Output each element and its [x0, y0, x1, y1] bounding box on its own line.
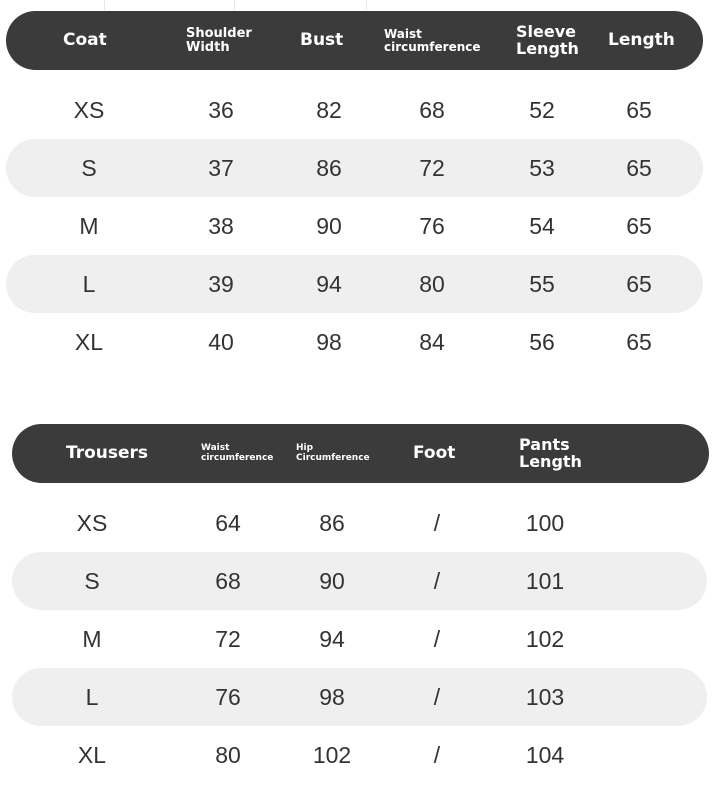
- sleeve-cell: 56: [529, 328, 555, 355]
- top-divider: [0, 0, 719, 10]
- waist-cell: 64: [215, 509, 241, 536]
- header-text: Waist circumference: [384, 26, 481, 54]
- sleeve-cell: 55: [529, 270, 555, 297]
- hip-cell: 86: [319, 509, 345, 536]
- bust-cell: 86: [316, 154, 342, 181]
- foot-cell: /: [433, 509, 441, 536]
- top-divider-tick: [234, 0, 235, 10]
- sleeve-cell: 52: [529, 96, 555, 123]
- foot-cell: /: [433, 625, 441, 652]
- header-text: Waist circumference: [201, 443, 274, 463]
- size-cell: M: [82, 625, 102, 652]
- waist-cell: 80: [419, 270, 445, 297]
- sleeve-cell: 53: [529, 154, 555, 181]
- top-divider-tick: [104, 0, 105, 10]
- table-row: [6, 81, 703, 139]
- table-row: [12, 726, 707, 784]
- size-cell: XL: [74, 328, 104, 355]
- header-text: Length: [608, 29, 675, 50]
- waist-cell: 76: [215, 683, 241, 710]
- table-row: [12, 494, 707, 552]
- trousers-header-waist: [201, 424, 274, 483]
- trousers-header-bar: [12, 424, 709, 483]
- waist-cell: 68: [215, 567, 241, 594]
- top-divider-tick: [366, 0, 367, 10]
- hip-cell: 94: [319, 625, 345, 652]
- waist-cell: 72: [419, 154, 445, 181]
- length-cell: 65: [626, 154, 652, 181]
- shoulder-cell: 36: [208, 96, 234, 123]
- table-row: [12, 610, 707, 668]
- size-cell: XL: [77, 741, 107, 768]
- header-text: Coat: [63, 29, 107, 50]
- waist-cell: 80: [215, 741, 241, 768]
- table-row: [6, 197, 703, 255]
- foot-cell: /: [433, 567, 441, 594]
- pants-length-cell: 103: [525, 683, 565, 710]
- coat-header-waist: [384, 11, 494, 70]
- size-cell: XS: [76, 509, 108, 536]
- trousers-header-hip: [296, 424, 370, 483]
- coat-header-bust: [300, 11, 343, 70]
- shoulder-cell: 39: [208, 270, 234, 297]
- hip-cell: 98: [319, 683, 345, 710]
- trousers-header-pants-length: [519, 424, 594, 483]
- pants-length-cell: 104: [525, 741, 565, 768]
- table-row: [12, 552, 707, 610]
- header-text: Foot: [413, 442, 456, 463]
- size-cell: L: [85, 683, 99, 710]
- bust-cell: 82: [316, 96, 342, 123]
- length-cell: 65: [626, 96, 652, 123]
- header-text: Pants Length: [519, 434, 582, 471]
- table-row: [6, 313, 703, 371]
- size-cell: XS: [73, 96, 105, 123]
- size-cell: M: [79, 212, 99, 239]
- coat-header-bar: [6, 11, 703, 70]
- hip-cell: 102: [312, 741, 352, 768]
- pants-length-cell: 100: [525, 509, 565, 536]
- waist-cell: 72: [215, 625, 241, 652]
- header-text: Shoulder Width: [186, 25, 252, 55]
- foot-cell: /: [433, 683, 441, 710]
- shoulder-cell: 37: [208, 154, 234, 181]
- size-cell: L: [82, 270, 96, 297]
- length-cell: 65: [626, 270, 652, 297]
- trousers-header-foot: [413, 424, 455, 483]
- pants-length-cell: 101: [525, 567, 565, 594]
- size-cell: S: [81, 154, 97, 181]
- header-text: Bust: [300, 29, 344, 50]
- coat-header-length: [608, 11, 675, 70]
- waist-cell: 84: [419, 328, 445, 355]
- header-text: Trousers: [66, 442, 149, 463]
- table-row: [12, 668, 707, 726]
- bust-cell: 98: [316, 328, 342, 355]
- length-cell: 65: [626, 328, 652, 355]
- pants-length-cell: 102: [525, 625, 565, 652]
- coat-header-label: [63, 11, 107, 70]
- sleeve-cell: 54: [529, 212, 555, 239]
- length-cell: 65: [626, 212, 652, 239]
- shoulder-cell: 38: [208, 212, 234, 239]
- shoulder-cell: 40: [208, 328, 234, 355]
- bust-cell: 94: [316, 270, 342, 297]
- coat-header-sleeve: [516, 11, 596, 70]
- trousers-header-label: [66, 424, 148, 483]
- size-cell: S: [84, 567, 100, 594]
- table-row: [6, 255, 703, 313]
- hip-cell: 90: [319, 567, 345, 594]
- waist-cell: 68: [419, 96, 445, 123]
- bust-cell: 90: [316, 212, 342, 239]
- waist-cell: 76: [419, 212, 445, 239]
- header-text: Hip Circumference: [296, 443, 370, 463]
- table-row: [6, 139, 703, 197]
- coat-header-shoulder: [186, 11, 276, 70]
- foot-cell: /: [433, 741, 441, 768]
- header-text: Sleeve Length: [516, 21, 579, 58]
